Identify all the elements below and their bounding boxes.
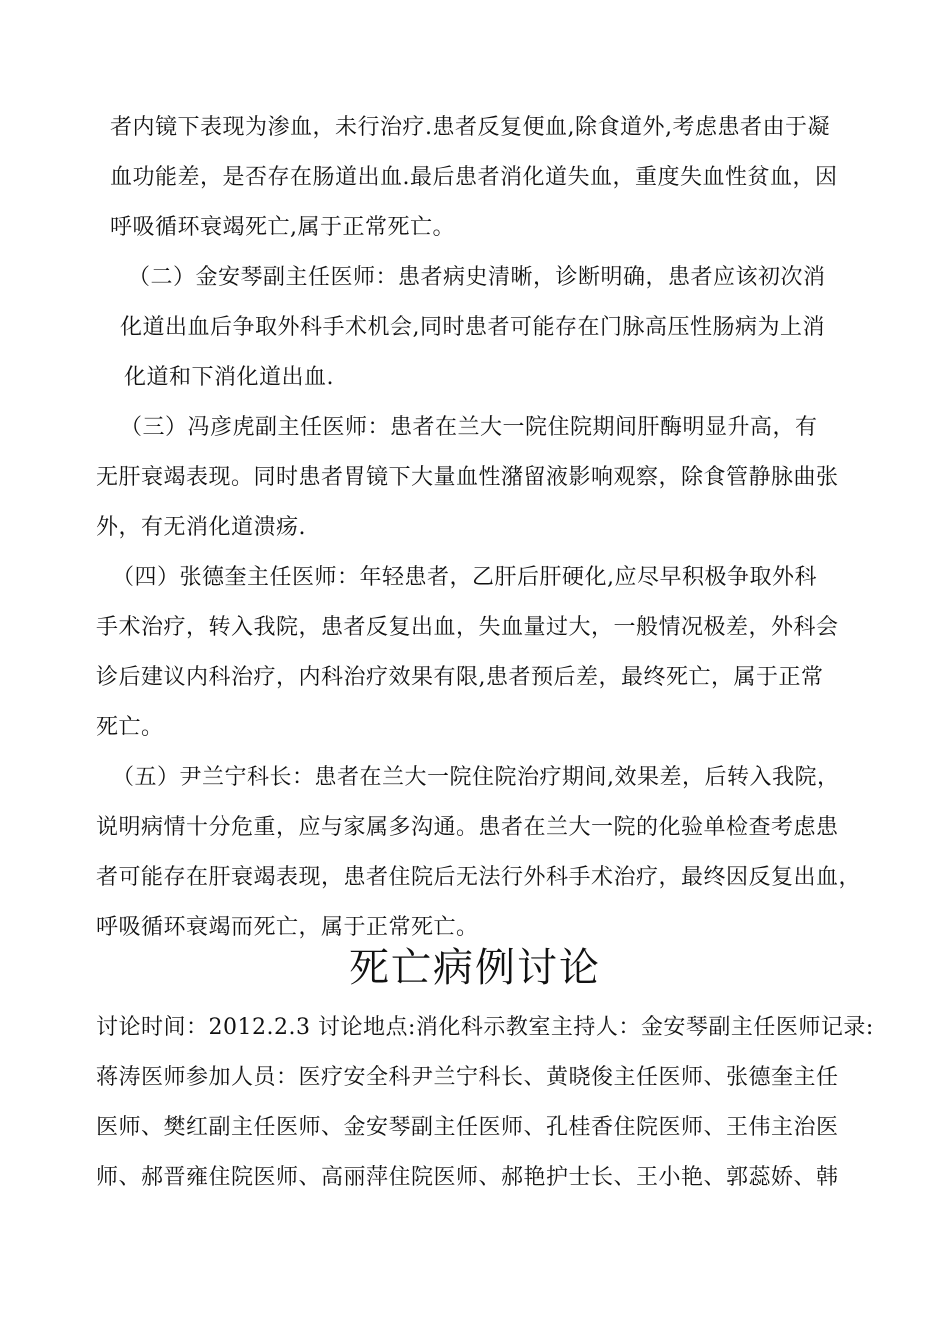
- text-line: 师、郝晋雍住院医师、高丽萍住院医师、郝艳护士长、王小艳、郭蕊娇、韩: [96, 1165, 839, 1190]
- section-title: 死亡病例讨论: [349, 945, 601, 991]
- text-line: 蒋涛医师参加人员：医疗安全科尹兰宁科长、黄晓俊主任医师、张德奎主任: [96, 1065, 839, 1090]
- text-line: 化道和下消化道出血.: [124, 365, 334, 390]
- text-line: 呼吸循环衰竭而死亡，属于正常死亡。: [96, 915, 479, 940]
- text-line: （四）张德奎主任医师：年轻患者，乙肝后肝硬化,应尽早积极争取外科: [112, 565, 817, 590]
- text-line: 医师、樊红副主任医师、金安琴副主任医师、孔桂香住院医师、王伟主治医: [96, 1115, 839, 1140]
- text-line: （五）尹兰宁科长：患者在兰大一院住院治疗期间,效果差，后转入我院，: [112, 765, 840, 790]
- text-line: 化道出血后争取外科手术机会,同时患者可能存在门脉高压性肠病为上消: [120, 315, 825, 340]
- text-line: 外，有无消化道溃疡.: [96, 515, 306, 540]
- text-line: （三）冯彦虎副主任医师：患者在兰大一院住院期间肝酶明显升高，有: [120, 415, 818, 440]
- text-line: 者内镜下表现为渗血，未行治疗.患者反复便血,除食道外,考虑患者由于凝: [110, 115, 830, 140]
- text-line: 说明病情十分危重，应与家属多沟通。患者在兰大一院的化验单检查考虑患: [96, 815, 839, 840]
- text-line: 呼吸循环衰竭死亡,属于正常死亡。: [110, 215, 455, 240]
- text-line: （二）金安琴副主任医师：患者病史清晰，诊断明确，患者应该初次消: [128, 265, 826, 290]
- text-line: 手术治疗，转入我院，患者反复出血，失血量过大，一般情况极差，外科会: [96, 615, 839, 640]
- text-line: 无肝衰竭表现。同时患者胃镜下大量血性潴留液影响观察，除食管静脉曲张: [96, 465, 839, 490]
- text-line: 血功能差，是否存在肠道出血.最后患者消化道失血，重度失血性贫血，因: [110, 165, 838, 190]
- text-line: 讨论时间：2012.2.3 讨论地点:消化科示教室主持人：金安琴副主任医师记录:: [96, 1015, 874, 1040]
- text-line: 诊后建议内科治疗，内科治疗效果有限,患者预后差，最终死亡，属于正常: [96, 665, 824, 690]
- text-line: 者可能存在肝衰竭表现，患者住院后无法行外科手术治疗，最终因反复出血，: [96, 865, 862, 890]
- text-line: 死亡。: [96, 715, 164, 740]
